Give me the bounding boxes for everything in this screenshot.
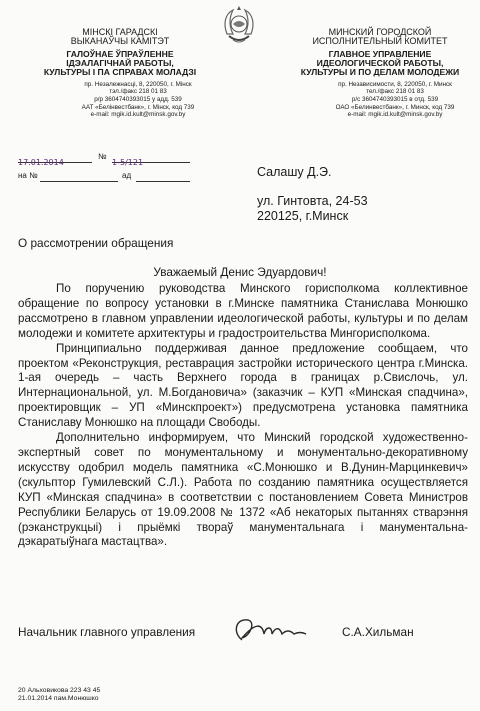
dept-name-ru-line1: ГЛАВНОЕ УПРАВЛЕНИЕ — [328, 48, 432, 59]
phone-line: тэл./факс 218 01 83 — [109, 88, 167, 96]
executor-line: 20 Альховикова 223 43 45 — [18, 687, 101, 694]
email-line: e-mail: mgik.id.kult@minsk.gov.by — [347, 111, 443, 119]
date-field — [18, 152, 92, 167]
org-name-by-line1: МІНСКІ ГАРАДСКІ — [82, 27, 158, 37]
recipient-street: ул. Гинтовта, 24-53 — [257, 194, 368, 208]
paragraph: Дополнительно информируем, что Минский городской художественно-экспертный совет по монументальному и монументально-декоративному искусству одобрил модель памятника «С.Монюшко и В.Дунин-Марцинкевич» (скульптор Гумилевский С.Л.). Работа по созданию памятника осуществляется КУП «Минская спадчина» в соответствии с постановлением Совета Министров Республики Беларусь от 19.09.2008 № 1372 «Аб некаторых пытаннях стварэння (рэканструкцыі) і прыёмкі твораў манументальнага і манументальна-дэкаратыўнага мастацтва». — [18, 431, 468, 549]
number-field — [112, 152, 190, 167]
address-line: пр. Независимости, 8, 220050, г. Минск — [338, 80, 452, 88]
paragraph: По поручению руководства Минского горисполкома коллективное обращение по вопросу установки в г.Минске памятника Станислава Монюшко рассмотрено в главном управлении идеологической работы, культуры и по делам молодежи и комитете архитектуры и градостроительства Мингорисполкома. — [18, 282, 468, 340]
number-symbol: № — [98, 152, 107, 161]
bank-line: ОАО «Белинвестбанк», г. Минск, код 739 — [335, 103, 455, 111]
signatory-name: С.А.Хильман — [342, 625, 414, 639]
salutation: Уважаемый Денис Эдуардович! — [153, 265, 327, 279]
reply-to-date-field — [136, 171, 190, 182]
reply-to-number-field — [40, 171, 118, 182]
phone-line: тел./факс 218 01 83 — [366, 88, 424, 96]
reply-to-date-label: ад — [122, 171, 132, 180]
handwritten-signature — [228, 612, 308, 648]
letterhead-right — [285, 28, 475, 119]
address-block-by — [30, 81, 210, 119]
recipient-city: 220125, г.Минск — [257, 209, 349, 223]
org-name-ru-line1: МИНСКИЙ ГОРОДСКОЙ — [328, 27, 432, 37]
bank-line: ААТ «Белінвестбанк», г. Мінск, код 739 — [81, 103, 195, 111]
outgoing-number: 1-5/121 — [112, 158, 144, 167]
org-name-by-line2: ВЫКАНАЎЧЫ КАМІТЭТ — [70, 36, 170, 47]
dept-name-ru-line2: ИДЕОЛОГИЧЕСКОЙ РАБОТЫ, — [316, 57, 444, 68]
address-line: пр. Незалежнасці, 8, 220050, г. Мінск — [84, 80, 192, 88]
letter-body — [18, 282, 468, 550]
address-block-ru — [285, 81, 475, 119]
dept-name-by-line3: КУЛЬТУРЫ І ПА СПРАВАХ МОЛАДЗІ — [43, 66, 197, 77]
paragraph: Принципиально поддерживая данное предложение сообщаем, что проектом «Реконструкция, реставрация застройки исторического центра г.Минска. 1-ая очередь – часть Верхнего города в границах р.Свислочь, ул. Интернациональной, ул. М.Богдановича» (заказчик – КУП «Минская спадчина», проектировщик – УП «Минскпроект») предусмотрена установка памятника Станиславу Монюшко на площади Свободы. — [18, 341, 468, 430]
outgoing-date: 17.01.2014 — [18, 158, 64, 167]
dept-name-ru-line3: КУЛЬТУРЫ И ПО ДЕЛАМ МОЛОДЕЖИ — [300, 66, 460, 77]
email-line: e-mail: mgik.id.kult@minsk.gov.by — [90, 111, 186, 119]
letterhead-left — [30, 28, 210, 119]
org-name-ru-line2: ИСПОЛНИТЕЛЬНЫЙ КОМИТЕТ — [312, 36, 448, 47]
dept-name-by-line1: ГАЛОЎНАЕ ЎПРАЎЛЕННЕ — [66, 48, 174, 59]
emblem-seal — [221, 4, 257, 46]
dept-name-by-line2: ІДЭАЛАГІЧНАЙ РАБОТЫ, — [66, 57, 174, 68]
recipient-name: Салашу Д.Э. — [257, 165, 332, 179]
account-line: р/р 3604740393015 у адд. 539 — [94, 96, 182, 104]
file-reference-line: 21.01.2014 пам.Монюшко — [18, 695, 99, 702]
account-line: р/с 3604740393015 в отд. 539 — [351, 96, 439, 104]
letter-subject: О рассмотрении обращения — [18, 236, 174, 250]
reply-to-label: на № — [18, 171, 38, 180]
signatory-title: Начальник главного управления — [18, 625, 196, 639]
